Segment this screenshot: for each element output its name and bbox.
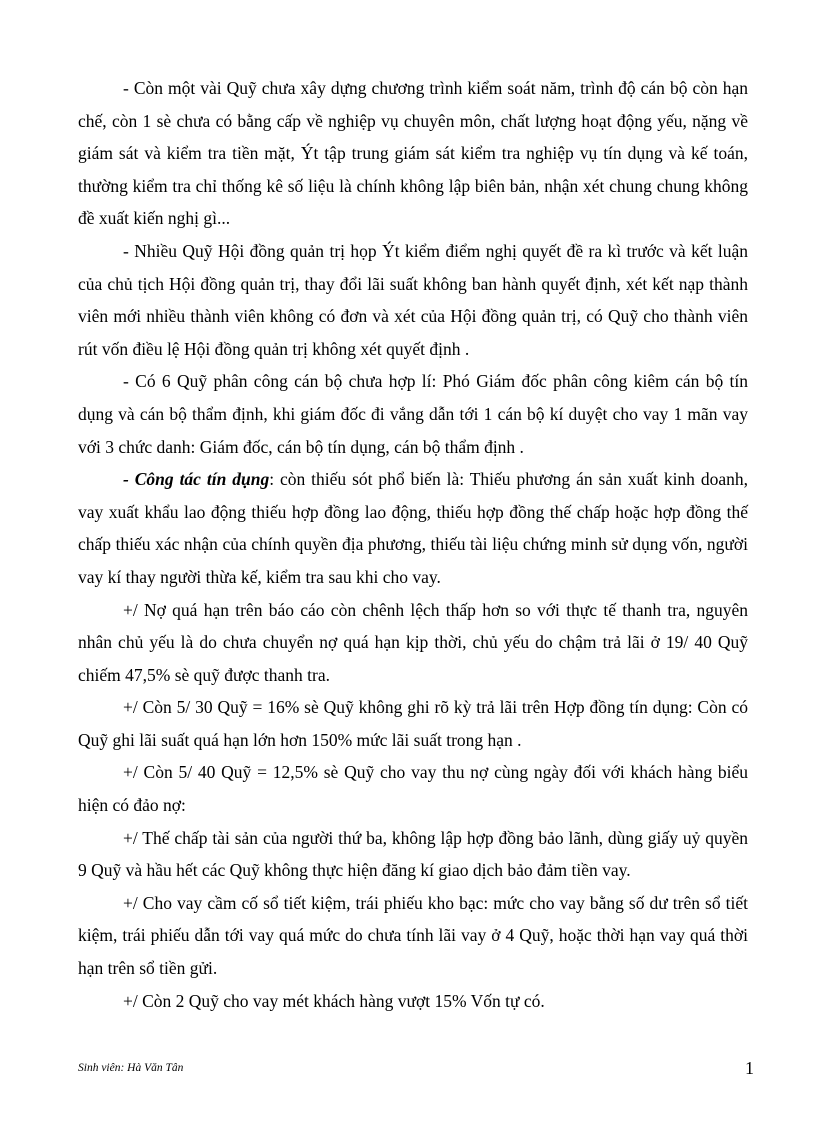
- paragraph-9: +/ Cho vay cầm cố sổ tiết kiệm, trái phiếu kho bạc: mức cho vay bằng số dư trên sổ tiết kiệm, trái phiếu dẫn tới vay quá mức do chưa tính lãi vay ở 4 Quỹ, hoặc thời hạn vay quá thời hạn trên sổ tiền gửi.: [78, 892, 748, 979]
- footer-author: Sinh viên: Hà Văn Tân: [78, 1062, 184, 1074]
- paragraph-4-text: : còn thiếu sót phổ biến là: Thiếu phương án sản xuất kinh doanh, vay xuất khẩu lao động thiếu hợp đồng lao động, thiếu hợp đồng thế chấp hoặc hợp đồng thế chấp thiếu xác nhận của chính quyền địa phương, thiếu tài liệu chứng minh sử dụng vốn, người vay kí thay người thừa kế, kiểm tra sau khi cho vay.: [78, 469, 748, 587]
- paragraph-10: +/ Còn 2 Quỹ cho vay mét khách hàng vượt 15% Vốn tự có.: [123, 990, 545, 1011]
- document-body: [78, 72, 748, 1017]
- paragraph-4: [78, 463, 748, 593]
- page-number: 1: [745, 1058, 754, 1078]
- section-heading-credit: - Công tác tín dụng: [123, 469, 270, 490]
- paragraph-8: +/ Thế chấp tài sản của người thứ ba, không lập hợp đồng bảo lãnh, dùng giấy uỷ quyền 9 Quỹ và hầu hết các Quỹ không thực hiện đăng kí giao dịch bảo đảm tiền vay.: [78, 827, 748, 881]
- paragraph-1: - Còn một vài Quỹ chưa xây dựng chương trình kiểm soát năm, trình độ cán bộ còn hạn chế, còn 1 sè chưa có bằng cấp về nghiệp vụ chuyên môn, chất lượng hoạt động yếu, nặng về giám sát và kiểm tra tiền mặt, Ýt tập trung giám sát kiểm tra nghiệp vụ tín dụng và kế toán, thường kiểm tra chỉ thống kê số liệu là chính không lập biên bản, nhận xét chung chung không đề xuất kiến nghị gì...: [78, 78, 748, 229]
- paragraph-3: - Có 6 Quỹ phân công cán bộ chưa hợp lí: Phó Giám đốc phân công kiêm cán bộ tín dụng và cán bộ thẩm định, khi giám đốc đi vắng dẫn tới 1 cán bộ kí duyệt cho vay 1 mãn vay với 3 chức danh: Giám đốc, cán bộ tín dụng, cán bộ thẩm định .: [78, 371, 748, 457]
- paragraph-2: - Nhiều Quỹ Hội đồng quản trị họp Ýt kiểm điểm nghị quyết đề ra kì trước và kết luận của chủ tịch Hội đồng quản trị, thay đổi lãi suất không ban hành quyết định, xét kết nạp thành viên mới nhiều thành viên không có đơn và xét của Hội đồng quản trị, có Quỹ cho thành viên rút vốn điều lệ Hội đồng quản trị không xét quyết định .: [78, 240, 748, 359]
- paragraph-7: +/ Còn 5/ 40 Quỹ = 12,5% sè Quỹ cho vay thu nợ cùng ngày đối với khách hàng biểu hiện có đảo nợ:: [78, 762, 748, 816]
- paragraph-5: +/ Nợ quá hạn trên báo cáo còn chênh lệch thấp hơn so với thực tế thanh tra, nguyên nhân chủ yếu là do chưa chuyển nợ quá hạn kịp thời, chủ yếu do chậm trả lãi ở 19/ 40 Quỹ chiếm 47,5% sè quỹ được thanh tra.: [78, 599, 748, 685]
- paragraph-6: +/ Còn 5/ 30 Quỹ = 16% sè Quỹ không ghi rõ kỳ trả lãi trên Hợp đồng tín dụng: Còn có Quỹ ghi lãi suất quá hạn lớn hơn 150% mức lãi suất trong hạn .: [78, 697, 748, 750]
